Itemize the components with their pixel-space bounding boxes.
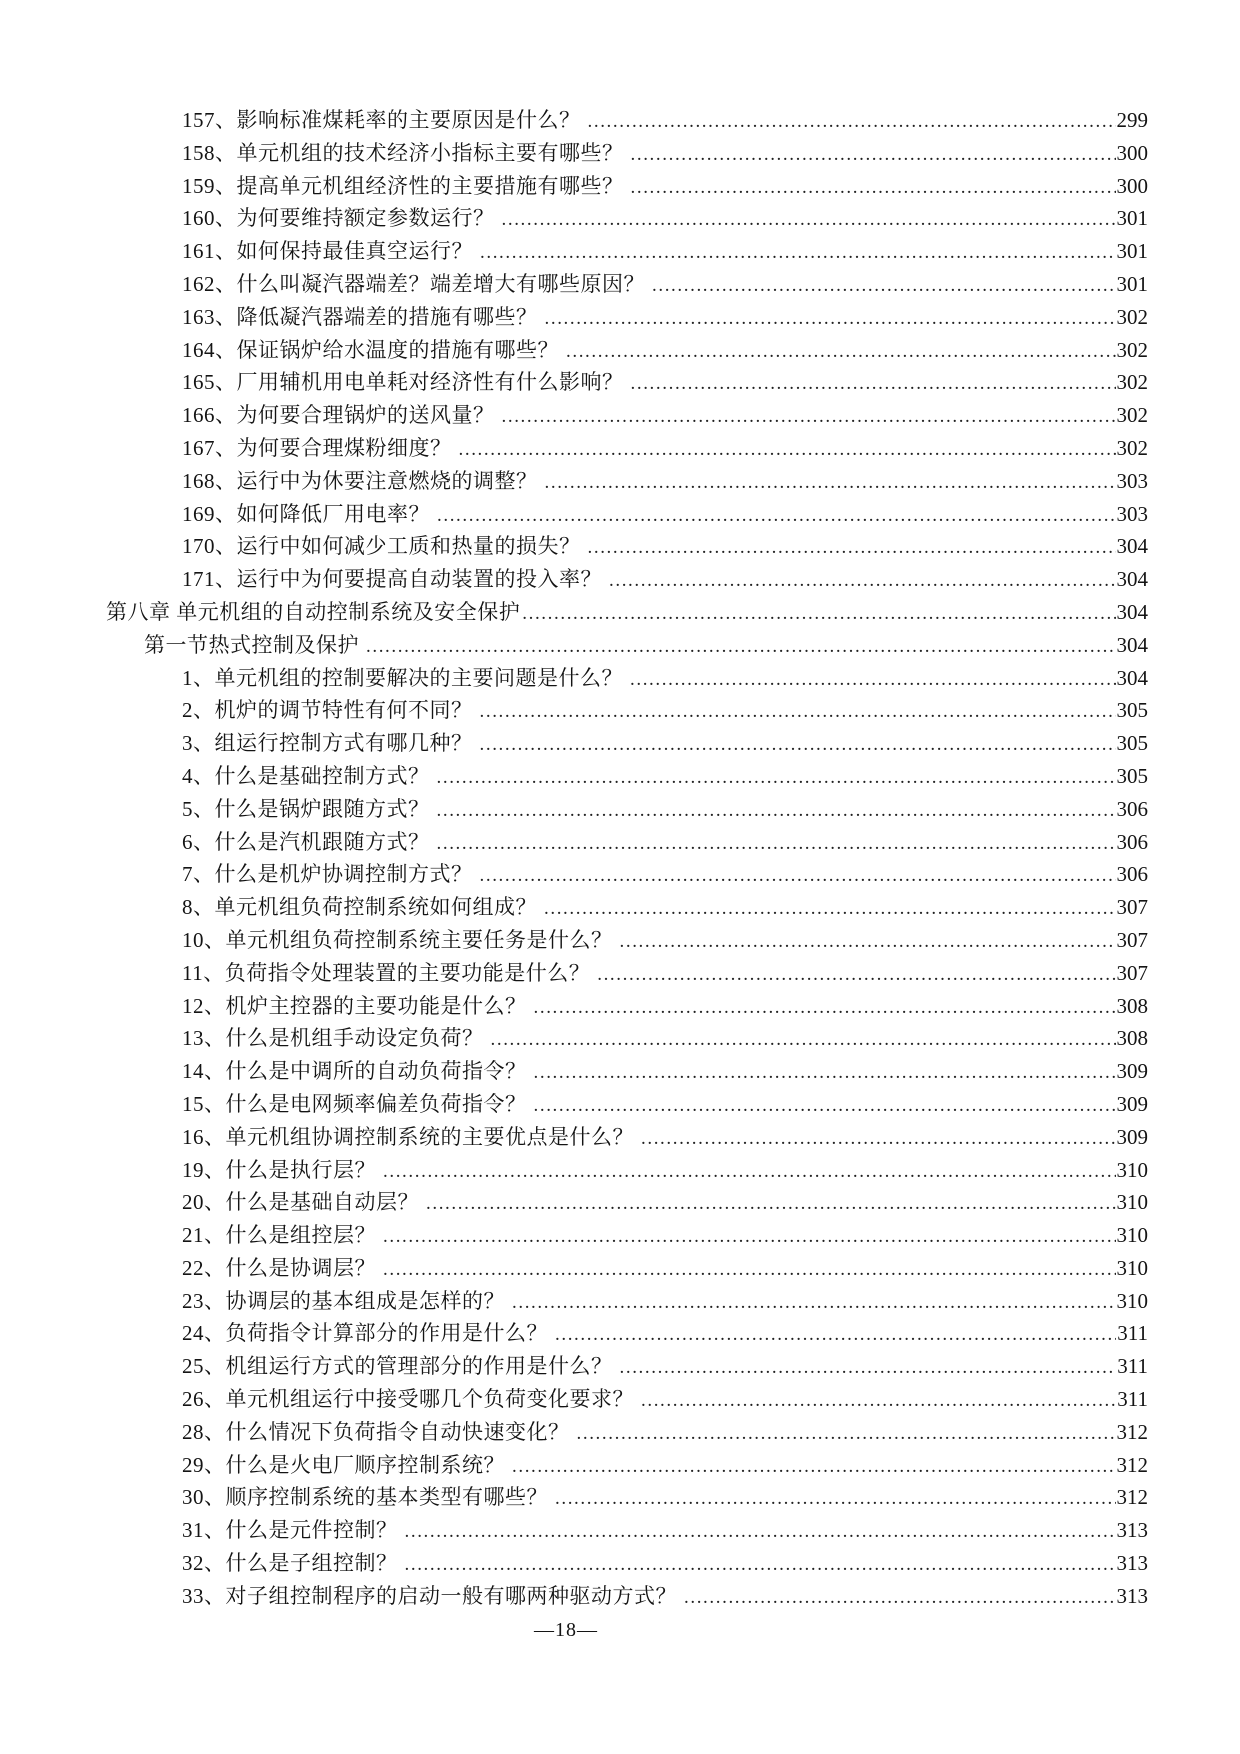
toc-entry-page: 313	[1116, 1583, 1148, 1608]
toc-entry-label: 22、什么是协调层？	[182, 1255, 376, 1280]
dot-leader	[534, 1088, 1116, 1123]
dot-leader	[405, 1514, 1116, 1549]
dot-leader	[522, 596, 1115, 631]
toc-entry-page: 308	[1116, 1026, 1148, 1051]
toc-entry-label: 165、厂用辅机用电单耗对经济性有什么影响？	[182, 370, 624, 395]
dot-leader	[405, 1547, 1116, 1582]
toc-entry-page: 309	[1116, 1124, 1148, 1149]
toc-entry-label: 21、什么是组控层？	[182, 1223, 376, 1248]
toc-entry-label: 162、什么叫凝汽器端差？端差增大有哪些原因？	[182, 271, 645, 296]
toc-entry-label: 6、什么是汽机跟随方式？	[182, 829, 430, 854]
toc-entry-page: 304	[1116, 599, 1148, 624]
dot-leader	[631, 366, 1116, 401]
toc-entry-label: 161、如何保持最佳真空运行？	[182, 239, 473, 264]
toc-question-entry	[106, 694, 1148, 727]
toc-entry-label: 31、什么是元件控制？	[182, 1518, 398, 1543]
toc-question-entry	[106, 858, 1148, 891]
toc-entry-label: 7、什么是机炉协调控制方式？	[182, 862, 473, 887]
toc	[106, 104, 1148, 1613]
toc-entry-page: 300	[1116, 173, 1148, 198]
toc-question-entry	[106, 1088, 1148, 1121]
toc-entry-label: 第八章 单元机组的自动控制系统及安全保护	[106, 599, 521, 624]
toc-entry-label: 169、如何降低厂用电率？	[182, 501, 430, 526]
dot-leader	[652, 268, 1116, 303]
toc-question-entry	[106, 235, 1148, 268]
dot-leader	[437, 793, 1116, 828]
toc-question-entry	[106, 202, 1148, 235]
toc-question-entry	[106, 1481, 1148, 1514]
dot-leader	[491, 1022, 1116, 1057]
dot-leader	[597, 957, 1115, 992]
toc-entry-label: 157、影响标准煤耗率的主要原因是什么？	[182, 108, 581, 132]
toc-entry-label: 24、负荷指令计算部分的作用是什么？	[182, 1321, 548, 1346]
toc-entry-page: 302	[1116, 370, 1148, 395]
toc-entry-page: 310	[1116, 1223, 1148, 1248]
toc-entry-page: 306	[1116, 796, 1148, 821]
toc-question-entry	[106, 432, 1148, 465]
toc-question-entry	[106, 268, 1148, 301]
dot-leader	[459, 432, 1116, 467]
toc-question-entry	[106, 1383, 1148, 1416]
dot-leader	[502, 399, 1116, 434]
toc-entry-page: 306	[1116, 862, 1148, 887]
toc-section-entry	[106, 629, 1148, 662]
toc-entry-label: 14、什么是中调所的自动负荷指令？	[182, 1059, 527, 1084]
dot-leader	[512, 1449, 1116, 1484]
toc-entry-page: 300	[1116, 140, 1148, 165]
dot-leader	[502, 202, 1116, 237]
toc-entry-label: 2、机炉的调节特性有何不同？	[182, 698, 473, 723]
toc-entry-page: 301	[1116, 206, 1148, 231]
toc-entry-label: 170、运行中如何减少工质和热量的损失？	[182, 534, 581, 559]
toc-entry-label: 1、单元机组的控制要解决的主要问题是什么？	[182, 665, 623, 690]
toc-entry-label: 158、单元机组的技术经济小指标主要有哪些？	[182, 140, 624, 165]
dot-leader	[480, 727, 1116, 762]
dot-leader	[545, 301, 1116, 336]
dot-leader	[383, 1219, 1116, 1254]
dot-leader	[480, 858, 1116, 893]
toc-question-entry	[106, 334, 1148, 367]
toc-entry-label: 28、什么情况下负荷指令自动快速变化？	[182, 1419, 570, 1444]
toc-entry-label: 5、什么是锅炉跟随方式？	[182, 796, 430, 821]
toc-entry-page: 302	[1116, 304, 1148, 329]
toc-entry-page: 304	[1116, 632, 1148, 657]
toc-entry-label: 171、运行中为何要提高自动装置的投入率？	[182, 567, 602, 592]
toc-question-entry	[106, 727, 1148, 760]
toc-entry-label: 30、顺序控制系统的基本类型有哪些？	[182, 1485, 548, 1510]
dot-leader	[480, 694, 1116, 729]
toc-chapter-entry	[106, 596, 1148, 629]
toc-entry-page: 304	[1116, 534, 1148, 559]
toc-entry-label: 29、什么是火电厂顺序控制系统？	[182, 1452, 505, 1477]
toc-question-entry	[106, 563, 1148, 596]
toc-question-entry	[106, 301, 1148, 334]
toc-entry-label: 13、什么是机组手动设定负荷？	[182, 1026, 484, 1051]
toc-entry-page: 309	[1116, 1059, 1148, 1084]
toc-question-entry	[106, 1449, 1148, 1482]
toc-entry-page: 302	[1116, 403, 1148, 428]
toc-entry-label: 10、单元机组负荷控制系统主要任务是什么？	[182, 927, 613, 952]
toc-question-entry	[106, 990, 1148, 1023]
dot-leader	[480, 235, 1116, 270]
toc-question-entry	[106, 891, 1148, 924]
toc-question-entry	[106, 662, 1148, 695]
toc-entry-label: 15、什么是电网频率偏差负荷指令？	[182, 1091, 527, 1116]
toc-entry-label: 12、机炉主控器的主要功能是什么？	[182, 993, 527, 1018]
toc-question-entry	[106, 760, 1148, 793]
dot-leader	[437, 826, 1116, 861]
toc-question-entry	[106, 1580, 1148, 1613]
toc-question-entry	[106, 1317, 1148, 1350]
dot-leader	[641, 1383, 1116, 1418]
toc-question-entry	[106, 1219, 1148, 1252]
toc-question-entry	[106, 170, 1148, 203]
toc-entry-label: 3、组运行控制方式有哪几种？	[182, 731, 473, 756]
toc-question-entry	[106, 1416, 1148, 1449]
toc-question-entry	[106, 1252, 1148, 1285]
toc-entry-label: 160、为何要维持额定参数运行？	[182, 206, 495, 231]
toc-question-entry	[106, 826, 1148, 859]
toc-entry-label: 163、降低凝汽器端差的措施有哪些？	[182, 304, 538, 329]
toc-question-entry	[106, 1514, 1148, 1547]
toc-entry-page: 307	[1116, 960, 1148, 985]
toc-entry-page: 302	[1116, 337, 1148, 362]
toc-question-entry	[106, 104, 1148, 137]
toc-entry-page: 305	[1116, 731, 1148, 756]
toc-entry-page: 307	[1116, 927, 1148, 952]
toc-question-entry	[106, 137, 1148, 170]
toc-entry-page: 304	[1116, 567, 1148, 592]
toc-entry-page: 308	[1116, 993, 1148, 1018]
toc-entry-label: 20、什么是基础自动层？	[182, 1190, 419, 1215]
dot-leader	[641, 1121, 1116, 1156]
toc-entry-page: 307	[1116, 895, 1148, 920]
toc-entry-label: 4、什么是基础控制方式？	[182, 763, 430, 788]
dot-leader	[534, 990, 1116, 1025]
dot-leader	[620, 924, 1116, 959]
dot-leader	[512, 1285, 1116, 1320]
dot-leader	[631, 137, 1116, 172]
dot-leader	[426, 1186, 1116, 1221]
toc-question-entry	[106, 530, 1148, 563]
toc-question-entry	[106, 1121, 1148, 1154]
toc-question-entry	[106, 1022, 1148, 1055]
page-number-footer: —18—	[534, 1619, 598, 1641]
toc-question-entry	[106, 1055, 1148, 1088]
dot-leader	[588, 530, 1116, 565]
toc-entry-label: 168、运行中为休要注意燃烧的调整？	[182, 468, 538, 493]
toc-question-entry	[106, 1547, 1148, 1580]
toc-entry-page: 310	[1116, 1157, 1148, 1182]
toc-entry-label: 167、为何要合理煤粉细度？	[182, 435, 452, 460]
dot-leader	[631, 170, 1116, 205]
toc-entry-label: 26、单元机组运行中接受哪几个负荷变化要求？	[182, 1387, 634, 1412]
toc-entry-page: 302	[1116, 435, 1148, 460]
toc-question-entry	[106, 498, 1148, 531]
toc-question-entry	[106, 399, 1148, 432]
toc-question-entry	[106, 465, 1148, 498]
toc-entry-page: 310	[1116, 1288, 1148, 1313]
toc-entry-page: 301	[1116, 239, 1148, 264]
dot-leader	[544, 891, 1116, 926]
dot-leader	[630, 662, 1116, 697]
toc-entry-label: 33、对子组控制程序的启动一般有哪两种驱动方式？	[182, 1583, 677, 1608]
toc-entry-page: 303	[1116, 468, 1148, 493]
toc-entry-page: 311	[1117, 1387, 1148, 1412]
toc-entry-page: 313	[1116, 1518, 1148, 1543]
toc-entry-label: 159、提高单元机组经济性的主要措施有哪些？	[182, 173, 624, 198]
toc-entry-page: 303	[1116, 501, 1148, 526]
dot-leader	[555, 1481, 1116, 1516]
toc-entry-label: 32、什么是子组控制？	[182, 1551, 398, 1576]
toc-question-entry	[106, 1350, 1148, 1383]
toc-question-entry	[106, 793, 1148, 826]
toc-entry-page: 311	[1117, 1354, 1148, 1379]
toc-entry-label: 164、保证锅炉给水温度的措施有哪些？	[182, 337, 559, 362]
toc-entry-label: 19、什么是执行层？	[182, 1157, 376, 1182]
dot-leader	[366, 629, 1116, 664]
toc-entry-label: 23、协调层的基本组成是怎样的？	[182, 1288, 505, 1313]
dot-leader	[555, 1317, 1116, 1352]
dot-leader	[609, 563, 1116, 598]
toc-entry-page: 306	[1116, 829, 1148, 854]
toc-entry-label: 25、机组运行方式的管理部分的作用是什么？	[182, 1354, 613, 1379]
toc-entry-page: 310	[1116, 1255, 1148, 1280]
toc-entry-label: 第一节热式控制及保护	[144, 632, 359, 657]
dot-leader	[545, 465, 1116, 500]
dot-leader	[437, 498, 1116, 533]
toc-entry-page: 309	[1116, 1091, 1148, 1116]
toc-entry-label: 16、单元机组协调控制系统的主要优点是什么？	[182, 1124, 634, 1149]
dot-leader	[534, 1055, 1116, 1090]
toc-question-entry	[106, 366, 1148, 399]
toc-entry-page: 304	[1116, 665, 1148, 690]
dot-leader	[577, 1416, 1116, 1451]
toc-entry-page: 305	[1116, 763, 1148, 788]
toc-question-entry	[106, 1285, 1148, 1318]
toc-entry-page: 312	[1116, 1452, 1148, 1477]
toc-question-entry	[106, 957, 1148, 990]
toc-entry-page: 312	[1116, 1419, 1148, 1444]
toc-entry-page: 310	[1116, 1190, 1148, 1215]
dot-leader	[383, 1154, 1116, 1189]
toc-entry-label: 8、单元机组负荷控制系统如何组成？	[182, 895, 537, 920]
toc-entry-page: 299	[1116, 108, 1148, 132]
toc-question-entry	[106, 1186, 1148, 1219]
toc-entry-page: 311	[1117, 1321, 1148, 1346]
dot-leader	[383, 1252, 1116, 1287]
dot-leader	[620, 1350, 1117, 1385]
toc-entry-page: 313	[1116, 1551, 1148, 1576]
toc-entry-page: 301	[1116, 271, 1148, 296]
dot-leader	[566, 334, 1116, 369]
toc-question-entry	[106, 1154, 1148, 1187]
dot-leader	[684, 1580, 1116, 1615]
dot-leader	[437, 760, 1116, 795]
toc-question-entry	[106, 924, 1148, 957]
toc-entry-label: 11、负荷指令处理装置的主要功能是什么？	[182, 960, 591, 985]
dot-leader	[588, 104, 1116, 139]
toc-entry-page: 312	[1116, 1485, 1148, 1510]
toc-entry-label: 166、为何要合理锅炉的送风量？	[182, 403, 495, 428]
toc-entry-page: 305	[1116, 698, 1148, 723]
